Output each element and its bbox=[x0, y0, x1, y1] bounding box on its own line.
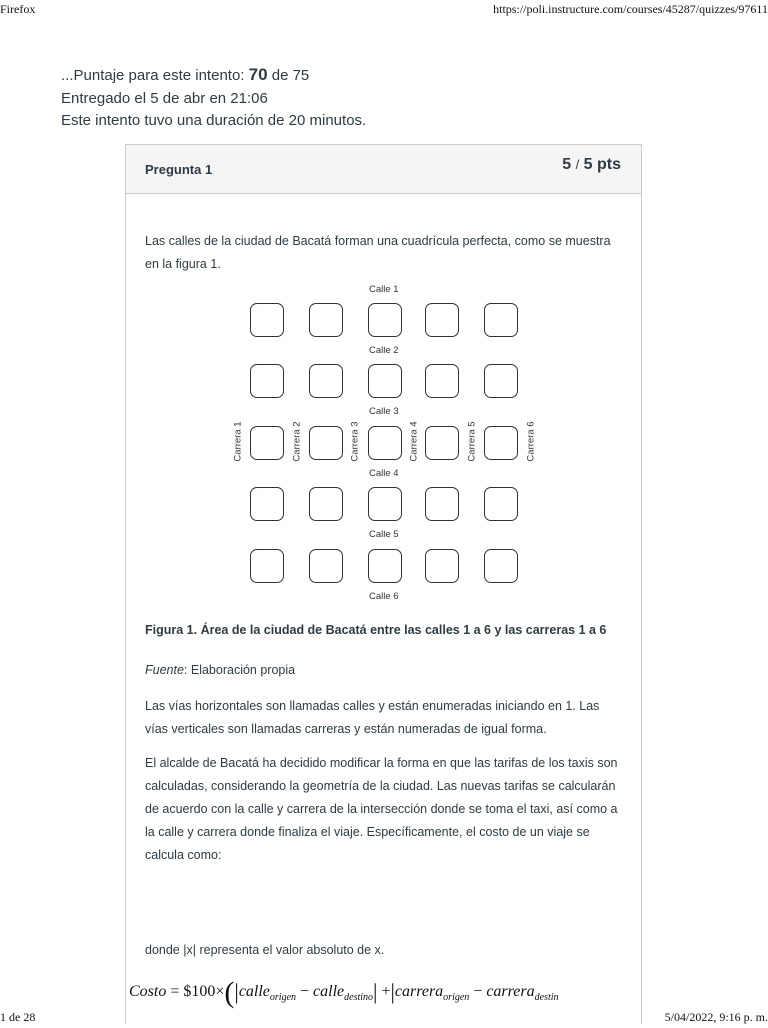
figure-caption: Figura 1. Área de la ciudad de Bacatá entre las calles 1 a 6 y las carreras 1 a 6 bbox=[145, 623, 607, 637]
calle-label: Calle 3 bbox=[369, 406, 399, 417]
score-total: de 75 bbox=[271, 67, 310, 84]
city-block bbox=[368, 303, 402, 337]
points-earned: 5 bbox=[562, 156, 572, 173]
source-text: : Elaboración propia bbox=[183, 663, 296, 677]
city-block bbox=[368, 364, 402, 398]
city-block bbox=[425, 364, 459, 398]
formula-calle: calle bbox=[313, 983, 345, 1000]
city-block bbox=[250, 303, 284, 337]
formula-times: × bbox=[215, 983, 225, 1000]
carrera-label: Carrera 3 bbox=[349, 421, 361, 462]
city-block bbox=[309, 487, 343, 521]
city-block bbox=[425, 426, 459, 460]
city-block bbox=[309, 426, 343, 460]
formula-minus: − bbox=[300, 983, 310, 1000]
formula-bar: | bbox=[234, 979, 239, 1004]
city-block bbox=[425, 487, 459, 521]
city-block bbox=[368, 426, 402, 460]
formula-bar: | bbox=[373, 979, 378, 1004]
formula-sub-destino: destino bbox=[344, 992, 374, 1004]
question-points bbox=[562, 156, 621, 174]
score-label: ...Puntaje para este intento: bbox=[61, 67, 245, 84]
city-block bbox=[484, 487, 518, 521]
absolute-value-note: donde |x| representa el valor absoluto de x. bbox=[145, 943, 385, 957]
city-grid-figure bbox=[145, 284, 625, 605]
question-title: Pregunta 1 bbox=[145, 162, 213, 177]
streets-paragraph: Las vías horizontales son llamadas calles y están enumeradas iniciando en 1. Las vías verticales son llamadas carreras y están numeradas de igual forma. bbox=[145, 699, 600, 736]
question-header bbox=[126, 145, 641, 194]
intro-paragraph: Las calles de la ciudad de Bacatá forman una cuadrícula perfecta, como se muestra en la figura 1. bbox=[145, 234, 611, 271]
print-footer bbox=[0, 1010, 768, 1028]
browser-name: Firefox bbox=[0, 2, 36, 16]
city-block bbox=[250, 487, 284, 521]
city-block bbox=[368, 549, 402, 583]
city-block bbox=[309, 303, 343, 337]
formula-bar: | bbox=[390, 979, 395, 1004]
city-block bbox=[484, 364, 518, 398]
calle-label: Calle 6 bbox=[369, 591, 399, 602]
score-line bbox=[61, 64, 366, 88]
city-block bbox=[250, 426, 284, 460]
carrera-label: Carrera 2 bbox=[291, 421, 303, 462]
formula-minus: − bbox=[473, 983, 483, 1000]
submitted-line: Entregado el 5 de abr en 21:06 bbox=[61, 89, 268, 107]
formula-carrera: carrera bbox=[486, 983, 535, 1000]
score-value: 70 bbox=[248, 65, 268, 84]
points-total: 5 pts bbox=[583, 156, 621, 173]
points-separator: / bbox=[575, 157, 580, 172]
city-block bbox=[250, 549, 284, 583]
formula-paren: ( bbox=[224, 978, 235, 1009]
page-number: 1 de 28 bbox=[0, 1010, 36, 1024]
formula-sub-destino: destin bbox=[534, 992, 559, 1004]
carrera-label: Carrera 5 bbox=[466, 421, 478, 462]
formula-carrera: carrera bbox=[394, 983, 444, 1000]
formula-equals: = bbox=[170, 983, 180, 1000]
city-block bbox=[250, 364, 284, 398]
attempt-summary bbox=[61, 64, 366, 133]
city-block bbox=[484, 303, 518, 337]
formula-plus: + bbox=[381, 983, 391, 1000]
calle-label: Calle 4 bbox=[369, 468, 399, 479]
calle-label: Calle 5 bbox=[369, 529, 399, 540]
calle-label: Calle 1 bbox=[369, 284, 399, 295]
city-block bbox=[425, 303, 459, 337]
print-header bbox=[0, 2, 768, 20]
source-label: Fuente bbox=[145, 663, 184, 677]
figure-source bbox=[145, 659, 625, 682]
question-card bbox=[125, 144, 642, 1024]
calle-label: Calle 2 bbox=[369, 345, 399, 356]
city-block bbox=[309, 549, 343, 583]
carrera-label: Carrera 6 bbox=[525, 421, 537, 462]
city-block bbox=[484, 426, 518, 460]
print-datetime: 5/04/2022, 9:16 p. m. bbox=[664, 1010, 768, 1024]
formula-sub-origen: origen bbox=[269, 992, 297, 1004]
page-url[interactable]: https://poli.instructure.com/courses/45287/quizzes/97611 bbox=[493, 2, 768, 16]
formula-amount: $100 bbox=[183, 983, 216, 1000]
city-block bbox=[368, 487, 402, 521]
city-block bbox=[425, 549, 459, 583]
carrera-label: Carrera 1 bbox=[232, 421, 244, 462]
carrera-label: Carrera 4 bbox=[408, 421, 420, 462]
fare-paragraph: El alcalde de Bacatá ha decidido modificar la forma en que las tarifas de los taxis son calculadas, considerando la geometría de la ciudad. Las nuevas tarifas se calcularán de acuerdo con la calle y carrera de la intersección donde se toma el taxi, así como a la calle y carrera donde finaliza el viaje. Específicamente, el costo de un viaje se calcula como: bbox=[145, 756, 618, 862]
city-block bbox=[484, 549, 518, 583]
formula-costo: Costo bbox=[129, 983, 167, 1000]
formula-sub-origen: origen bbox=[443, 992, 470, 1004]
formula-calle: calle bbox=[238, 983, 270, 1000]
duration-line: Este intento tuvo una duración de 20 minutos. bbox=[61, 112, 367, 129]
city-block bbox=[309, 364, 343, 398]
